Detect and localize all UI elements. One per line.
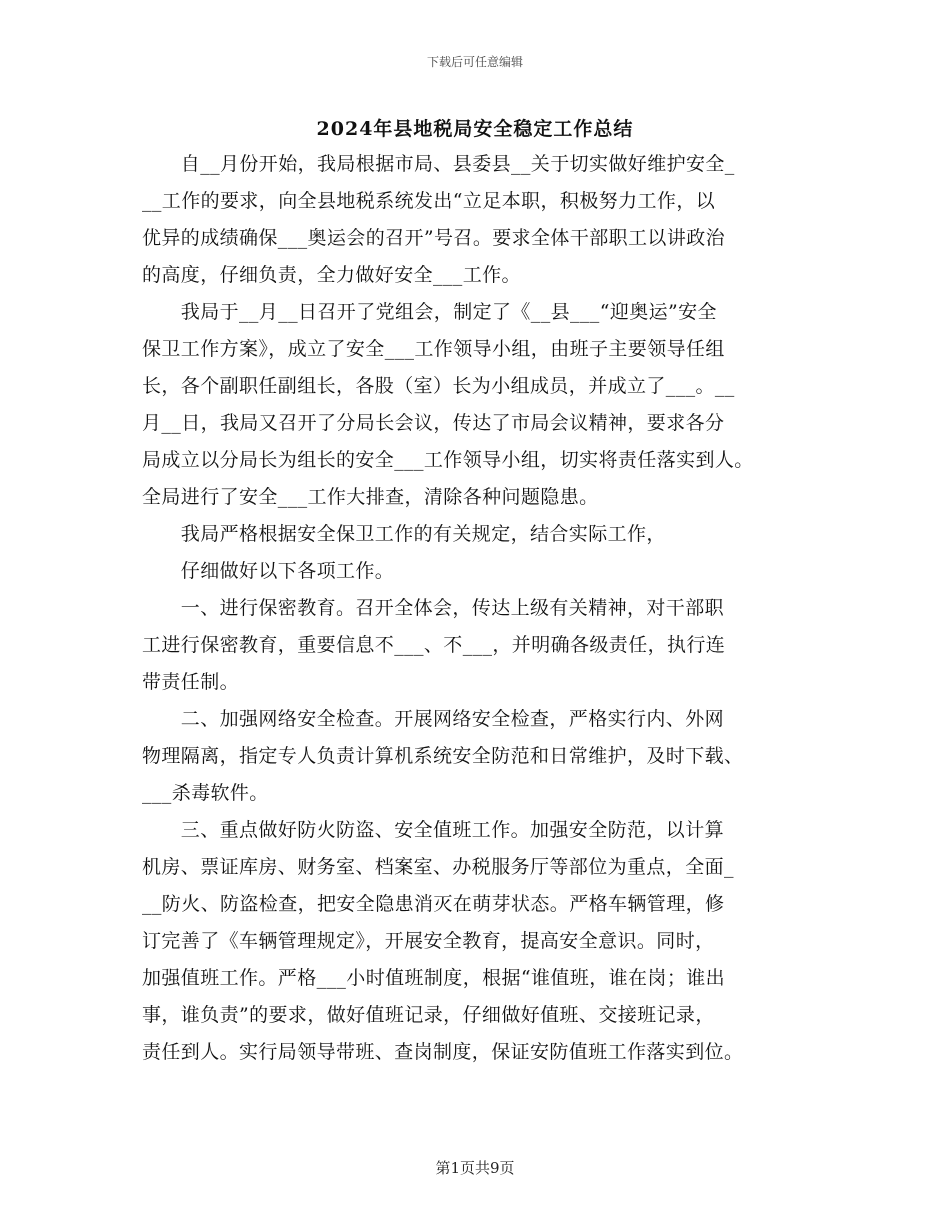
text-line: 保卫工作方案》，成立了安全___工作领导小组，由班子主要领导任组 [142, 338, 725, 360]
text-line: 优异的成绩确保___奥运会的召开”号召。要求全体干部职工以讲政治 [142, 227, 726, 249]
page-header-note: 下载后可任意编辑 [426, 55, 523, 69]
text-line: 责任到人。实行局领导带班、查岗制度，保证安防值班工作落实到位。 [142, 1041, 744, 1063]
text-line: 一、进行保密教育。召开全体会，传达上级有关精神，对干部职 [142, 597, 725, 619]
text-line: 我局于__月__日召开了党组会，制定了《__县___“迎奥运”安全 [142, 301, 717, 323]
text-line: 二、加强网络安全检查。开展网络安全检查，严格实行内、外网 [142, 708, 725, 730]
text-line: 局成立以分局长为组长的安全___工作领导小组，切实将责任落实到人。 [142, 449, 754, 471]
text-line: 加强值班工作。严格___小时值班制度，根据“谁值班，谁在岗；谁出 [142, 967, 726, 989]
text-line: 三、重点做好防火防盗、安全值班工作。加强安全防范，以计算 [142, 819, 725, 841]
text-line: 的高度，仔细负责，全力做好安全___工作。 [142, 264, 521, 286]
text-line: 带责任制。 [142, 671, 240, 693]
text-line: 机房、票证库房、财务室、档案室、办税服务厅等部位为重点，全面_ [142, 856, 734, 878]
text-line: 全局进行了安全___工作大排查，清除各种问题隐患。 [142, 486, 599, 508]
text-line: 长，各个副职任副组长，各股（室）长为小组成员，并成立了___。__ [142, 375, 735, 397]
text-line: 我局严格根据安全保卫工作的有关规定，结合实际工作， [142, 523, 666, 545]
text-line: 工进行保密教育，重要信息不___、不___，并明确各级责任，执行连 [142, 634, 726, 656]
text-line: 事，谁负责”的要求，做好值班记录，仔细做好值班、交接班记录， [142, 1004, 715, 1026]
text-line: __防火、防盗检查，把安全隐患消灭在萌芽状态。严格车辆管理，修 [142, 893, 725, 915]
page-footer: 第1页共9页 [435, 1159, 515, 1177]
document-title: 2024年县地税局安全稳定工作总结 [316, 118, 634, 140]
text-line: 自__月份开始，我局根据市局、县委县__关于切实做好维护安全_ [142, 153, 735, 175]
text-line: 订完善了《车辆管理规定》，开展安全教育，提高安全意识。同时， [142, 930, 715, 952]
text-line: 物理隔离，指定专人负责计算机系统安全防范和日常维护，及时下载、 [142, 745, 744, 767]
text-line: __工作的要求，向全县地税系统发出“立足本职，积极努力工作，以 [142, 190, 716, 212]
text-line: 仔细做好以下各项工作。 [142, 560, 395, 582]
text-line: ___杀毒软件。 [142, 782, 269, 804]
text-line: 月__日，我局又召开了分局长会议，传达了市局会议精神，要求各分 [142, 412, 725, 434]
document-body [142, 146, 812, 1071]
